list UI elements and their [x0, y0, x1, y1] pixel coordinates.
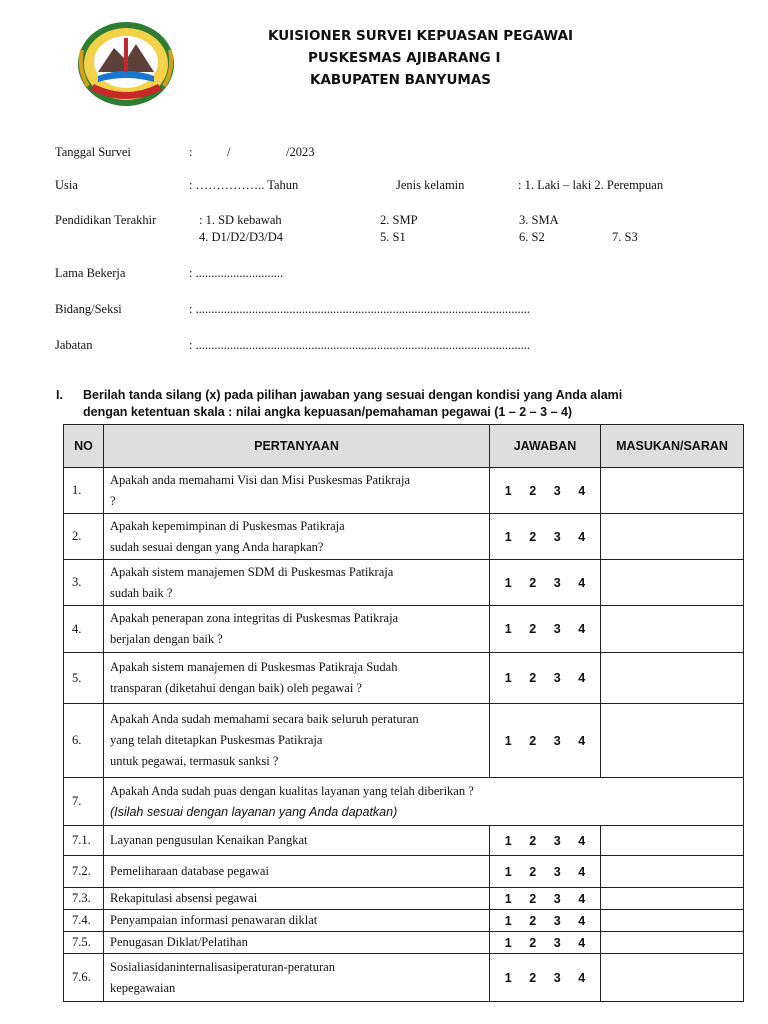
lama-bekerja-field[interactable]: : ............................ — [189, 266, 284, 280]
row-number: 6. — [64, 704, 104, 778]
header-masukan: MASUKAN/SARAN — [601, 425, 744, 468]
saran-cell[interactable] — [601, 910, 744, 932]
table-row — [64, 888, 744, 910]
saran-cell[interactable] — [601, 653, 744, 704]
answer-options[interactable]: 1 2 3 4 — [490, 606, 601, 653]
question-text: Apakah sistem manajemen SDM di Puskesmas Patikraja sudah baik ? — [104, 560, 490, 606]
table-row — [64, 910, 744, 932]
saran-cell[interactable] — [601, 826, 744, 856]
instruction-line2: dengan ketentuan skala : nilai angka kepuasan/pemahaman pegawai (1 – 2 – 3 – 4) — [83, 405, 573, 419]
saran-cell[interactable] — [601, 954, 744, 1002]
row-number: 2. — [64, 514, 104, 560]
pendidikan-option-smp[interactable]: 2. SMP — [380, 213, 418, 227]
pendidikan-option-s3[interactable]: 7. S3 — [612, 230, 638, 244]
question-text: Apakah sistem manajemen di Puskesmas Patikraja Sudah transparan (diketahui dengan baik) oleh pegawai ? — [104, 653, 490, 704]
survey-title: KUISIONER SURVEI KEPUASAN PEGAWAI — [268, 28, 574, 44]
tanggal-slash: / — [227, 145, 231, 159]
row-number: 7.3. — [64, 888, 104, 910]
jenis-kelamin-label: Jenis kelamin — [396, 178, 465, 192]
answer-options[interactable]: 1 2 3 4 — [490, 856, 601, 888]
usia-label: Usia — [55, 178, 78, 192]
question-text: Apakah anda memahami Visi dan Misi Puskesmas Patikraja ? — [104, 468, 490, 514]
saran-cell[interactable] — [601, 932, 744, 954]
header-jawaban: JAWABAN — [490, 425, 601, 468]
questionnaire-table — [63, 424, 744, 1002]
header-no: NO — [64, 425, 104, 468]
table-row — [64, 560, 744, 606]
tanggal-colon: : — [189, 145, 193, 159]
row-number: 5. — [64, 653, 104, 704]
pendidikan-option-sd[interactable]: : 1. SD kebawah — [199, 213, 282, 227]
answer-options[interactable]: 1 2 3 4 — [490, 888, 601, 910]
table-row — [64, 653, 744, 704]
instruction-line1: Berilah tanda silang (x) pada pilihan jawaban yang sesuai dengan kondisi yang Anda alami — [83, 388, 623, 402]
question-text: Apakah penerapan zona integritas di Puskesmas Patikraja berjalan dengan baik ? — [104, 606, 490, 653]
pendidikan-label: Pendidikan Terakhir — [55, 213, 157, 227]
answer-options[interactable]: 1 2 3 4 — [490, 932, 601, 954]
tanggal-label: Tanggal Survei — [55, 145, 131, 159]
answer-options[interactable]: 1 2 3 4 — [490, 704, 601, 778]
table-row — [64, 704, 744, 778]
saran-cell[interactable] — [601, 888, 744, 910]
row-number: 3. — [64, 560, 104, 606]
table-header-row — [64, 425, 744, 468]
table-row — [64, 514, 744, 560]
question-text: Layanan pengusulan Kenaikan Pangkat — [104, 826, 490, 856]
question-text: Apakah Anda sudah memahami secara baik seluruh peraturan yang telah ditetapkan Puskesmas Patikraja untuk pegawai, termasuk sanksi ? — [104, 704, 490, 778]
table-row — [64, 856, 744, 888]
tanggal-year[interactable]: /2023 — [286, 145, 315, 159]
row-number: 7.6. — [64, 954, 104, 1002]
bidang-label: Bidang/Seksi — [55, 302, 122, 316]
saran-cell[interactable] — [601, 468, 744, 514]
question-text: Penugasan Diklat/Pelatihan — [104, 932, 490, 954]
row-number: 1. — [64, 468, 104, 514]
table-row — [64, 778, 744, 826]
question-text: Apakah Anda sudah puas dengan kualitas layanan yang telah diberikan ? (Isilah sesuai dengan layanan yang Anda dapatkan) — [104, 778, 744, 826]
saran-cell[interactable] — [601, 704, 744, 778]
bidang-field[interactable]: : ........................................................................................................... — [189, 302, 530, 316]
answer-options[interactable]: 1 2 3 4 — [490, 910, 601, 932]
table-row — [64, 954, 744, 1002]
kabupaten-name: KABUPATEN BANYUMAS — [310, 72, 492, 88]
row-number: 7. — [64, 778, 104, 826]
kabupaten-emblem-logo — [76, 20, 176, 108]
puskesmas-name: PUSKESMAS AJIBARANG I — [308, 50, 501, 66]
instruction-number: I. — [56, 388, 63, 402]
question-text: Sosialiasidaninternalisasiperaturan-peraturan kepegawaian — [104, 954, 490, 1002]
table-row — [64, 826, 744, 856]
pendidikan-option-sma[interactable]: 3. SMA — [519, 213, 559, 227]
jabatan-label: Jabatan — [55, 338, 93, 352]
row-number: 4. — [64, 606, 104, 653]
table-row — [64, 468, 744, 514]
header-pertanyaan: PERTANYAAN — [104, 425, 490, 468]
question-text: Pemeliharaan database pegawai — [104, 856, 490, 888]
saran-cell[interactable] — [601, 606, 744, 653]
answer-options[interactable]: 1 2 3 4 — [490, 468, 601, 514]
pendidikan-option-s1[interactable]: 5. S1 — [380, 230, 406, 244]
answer-options[interactable]: 1 2 3 4 — [490, 826, 601, 856]
question-text: Apakah kepemimpinan di Puskesmas Patikraja sudah sesuai dengan yang Anda harapkan? — [104, 514, 490, 560]
answer-options[interactable]: 1 2 3 4 — [490, 653, 601, 704]
lama-bekerja-label: Lama Bekerja — [55, 266, 126, 280]
pendidikan-option-diploma[interactable]: 4. D1/D2/D3/D4 — [199, 230, 284, 244]
answer-options[interactable]: 1 2 3 4 — [490, 954, 601, 1002]
row-number: 7.5. — [64, 932, 104, 954]
answer-options[interactable]: 1 2 3 4 — [490, 560, 601, 606]
row-number: 7.1. — [64, 826, 104, 856]
table-row — [64, 606, 744, 653]
jenis-kelamin-options[interactable]: : 1. Laki – laki 2. Perempuan — [518, 178, 664, 192]
saran-cell[interactable] — [601, 560, 744, 606]
usia-field[interactable]: : …………….. Tahun — [189, 178, 299, 192]
table-row — [64, 932, 744, 954]
answer-options[interactable]: 1 2 3 4 — [490, 514, 601, 560]
question-text: Rekapitulasi absensi pegawai — [104, 888, 490, 910]
row-number: 7.2. — [64, 856, 104, 888]
jabatan-field[interactable]: : ........................................................................................................... — [189, 338, 530, 352]
row-number: 7.4. — [64, 910, 104, 932]
saran-cell[interactable] — [601, 856, 744, 888]
saran-cell[interactable] — [601, 514, 744, 560]
question-text: Penyampaian informasi penawaran diklat — [104, 910, 490, 932]
pendidikan-option-s2[interactable]: 6. S2 — [519, 230, 545, 244]
